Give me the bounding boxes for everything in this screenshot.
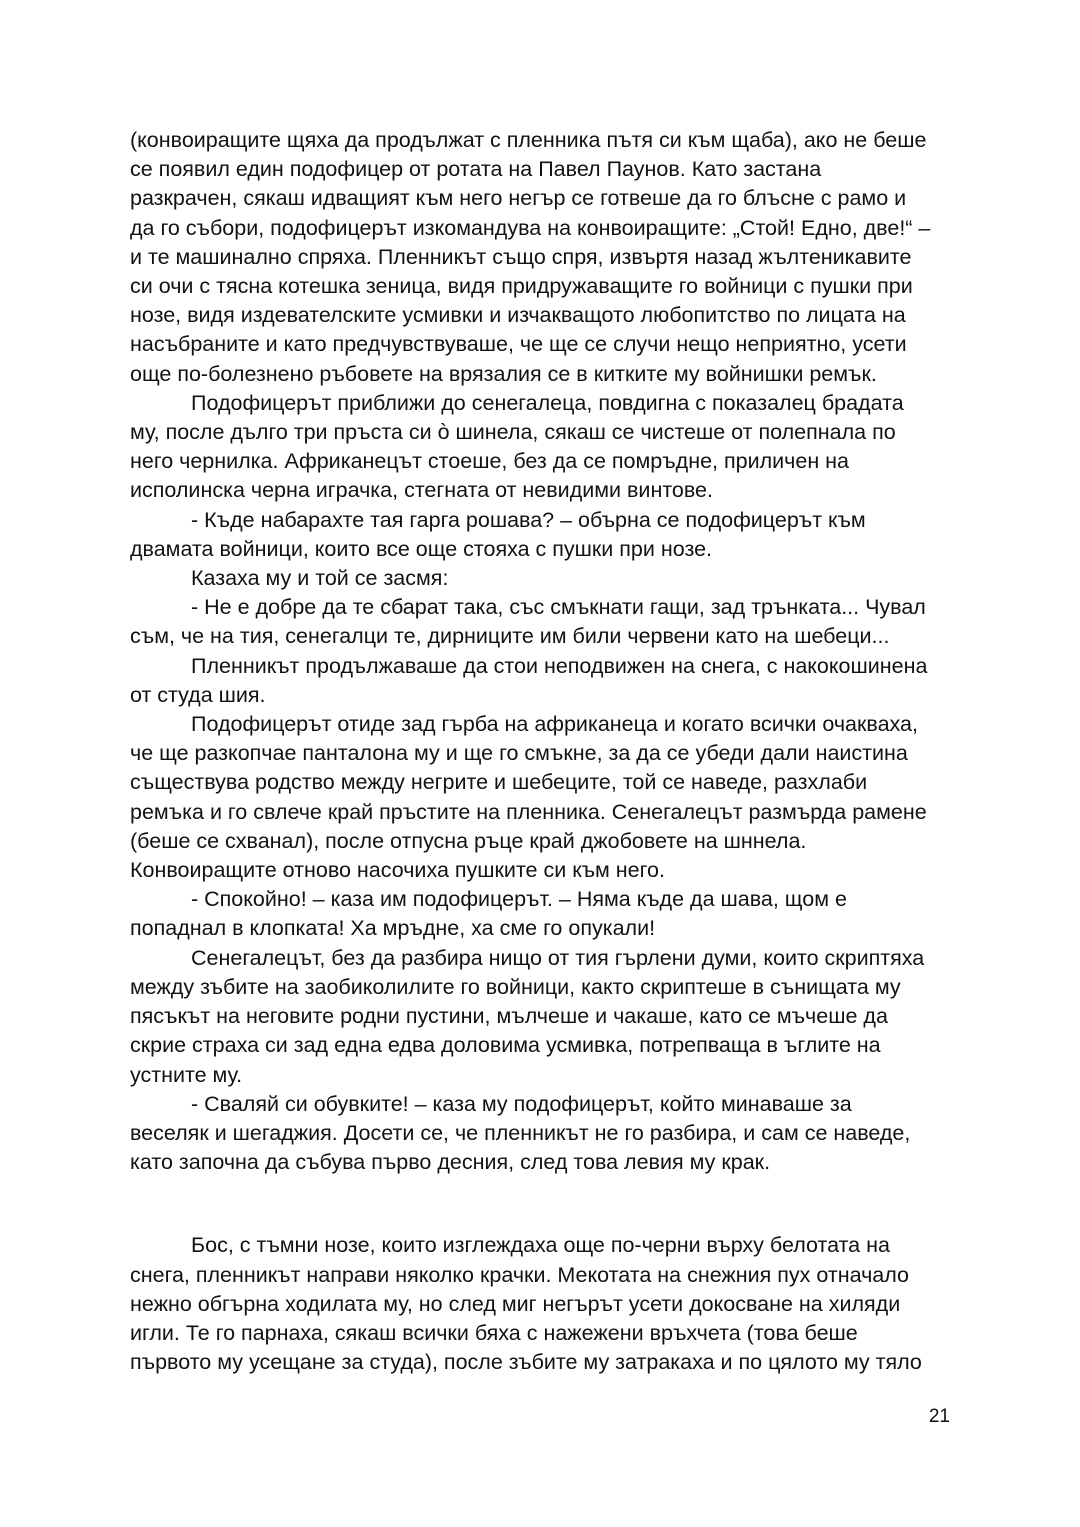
text-line: устните му. (130, 1062, 243, 1087)
paragraph (130, 389, 958, 506)
text-line: - Сваляй си обувките! – каза му подофицерът, който минаваше за (191, 1091, 852, 1116)
text-line: пясъкът на неговите родни пустини, мълчеше и чакаше, като се мъчеше да (130, 1004, 888, 1029)
text-line: още по-болезнено ръбовете на врязалия се в китките му войнишки ремък. (130, 361, 877, 386)
text-line: нозе, видя издевателските усмивки и изчакващото любопитство по лицата на (130, 303, 906, 328)
paragraph (130, 564, 958, 593)
paragraph (130, 506, 958, 564)
text-line: Сенегалецът, без да разбира нищо от тия гърлени думи, които скриптяха (191, 945, 925, 970)
text-line: - Не е добре да те сбарат така, със смъкнати гащи, зад трънката... Чувал (191, 595, 926, 620)
text-line: и те машинално спряха. Пленникът също спря, извъртя назад жълтеникавите (130, 244, 912, 269)
text-line: него чернилка. Африканецът стоеше, без да се помръдне, приличен на (130, 449, 850, 474)
paragraph (130, 1090, 958, 1178)
text-line: Подофицерът отиде зад гърба на африканеца и когато всички очакваха, (191, 712, 918, 737)
text-line: игли. Те го парнаха, сякаш всички бяха с нажежени връхчета (това беше (130, 1320, 858, 1345)
text-line: Бос, с тъмни нозе, които изглеждаха още по-черни върху белотата на (191, 1233, 890, 1258)
text-line: веселяк и шегаджия. Досети се, че пленникът не го разбира, и сам се наведе, (130, 1120, 911, 1145)
text-line: - Къде набарахте тая гарга рошава? – обърна се подофицерът към (191, 507, 866, 532)
text-line: двамата войници, които все още стояха с пушки при нозе. (130, 536, 713, 561)
text-line: снега, пленникът направи няколко крачки. Мекотата на снежния пух отначало (130, 1262, 909, 1287)
text-line: съм, че на тия, сенегалци те, дирниците им били червени като на шебеци... (130, 624, 890, 649)
text-line: - Спокойно! – каза им подофицерът. – Няма къде да шава, щом е (191, 887, 847, 912)
text-line: (беше се схванал), после отпусна ръце край джобовете на шннела. (130, 828, 807, 853)
text-line: (конвоиращите щяха да продължат с пленника пътя си към щаба), ако не беше (130, 128, 927, 152)
page-number: 21 (928, 1406, 950, 1427)
text-line: му, после дълго три пръста си ò шинела, сякаш се чистеше от полепнала по (130, 420, 896, 445)
paragraph (130, 593, 958, 651)
text-line: да го събори, подофицерът изкомандува на конвоиращите: „Стой! Едно, две!“ – (130, 215, 931, 240)
paragraph (130, 126, 958, 389)
text-line: насъбраните и като предчувствуваше, че ще се случи нещо неприятно, усети (130, 332, 907, 357)
text-line: попаднал в клопката! Ха мръдне, ха сме го опукали! (130, 916, 656, 941)
page-text (130, 126, 958, 1377)
paragraph (130, 944, 958, 1090)
text-line: се появил един подофицер от ротата на Павел Паунов. Като застана (130, 157, 822, 182)
text-line: си очи с тясна котешка зеница, видя придружаващите го войници с пушки при (130, 274, 913, 299)
text-line: като започна да събува първо десния, след това левия му крак. (130, 1150, 771, 1175)
text-line: от студа шия. (130, 682, 266, 707)
paragraph (130, 1231, 958, 1377)
text-line: че ще разкопчае панталона му и ще го смъкне, за да се убеди дали наистина (130, 741, 908, 766)
text-line: ремъка и го свлече край пръстите на пленника. Сенегалецът размърда рамене (130, 799, 927, 824)
paragraph (130, 885, 958, 943)
text-line: Подофицерът приближи до сенегалеца, повдигна с показалец брадата (191, 390, 904, 415)
text-line: разкрачен, сякаш идващият към него негър се готвеше да го блъсне с рамо и (130, 186, 907, 211)
text-line: съществува родство между негрите и шебеците, той се наведе, разхлаби (130, 770, 868, 795)
text-line: Пленникът продължаваше да стои неподвижен на снега, с накокошинена (191, 653, 928, 678)
text-line: между зъбите на заобиколилите го войници, както скриптеше в сънищата му (130, 974, 901, 999)
text-line: първото му усещане за студа), после зъбите му затракаха и по цялото му тяло (130, 1350, 922, 1375)
text-line: скрие страха си зад една едва доловима усмивка, потрепваща в ъглите на (130, 1033, 881, 1058)
text-line: Конвоиращите отново насочиха пушките си към него. (130, 858, 665, 883)
text-line: Казаха му и той се засмя: (191, 566, 449, 591)
text-line: исполинска черна играчка, стегната от невидими винтове. (130, 478, 713, 503)
text-line: нежно обгърна ходилата му, но след миг негърът усети докосване на хиляди (130, 1291, 901, 1316)
paragraph (130, 710, 958, 885)
paragraph (130, 652, 958, 710)
